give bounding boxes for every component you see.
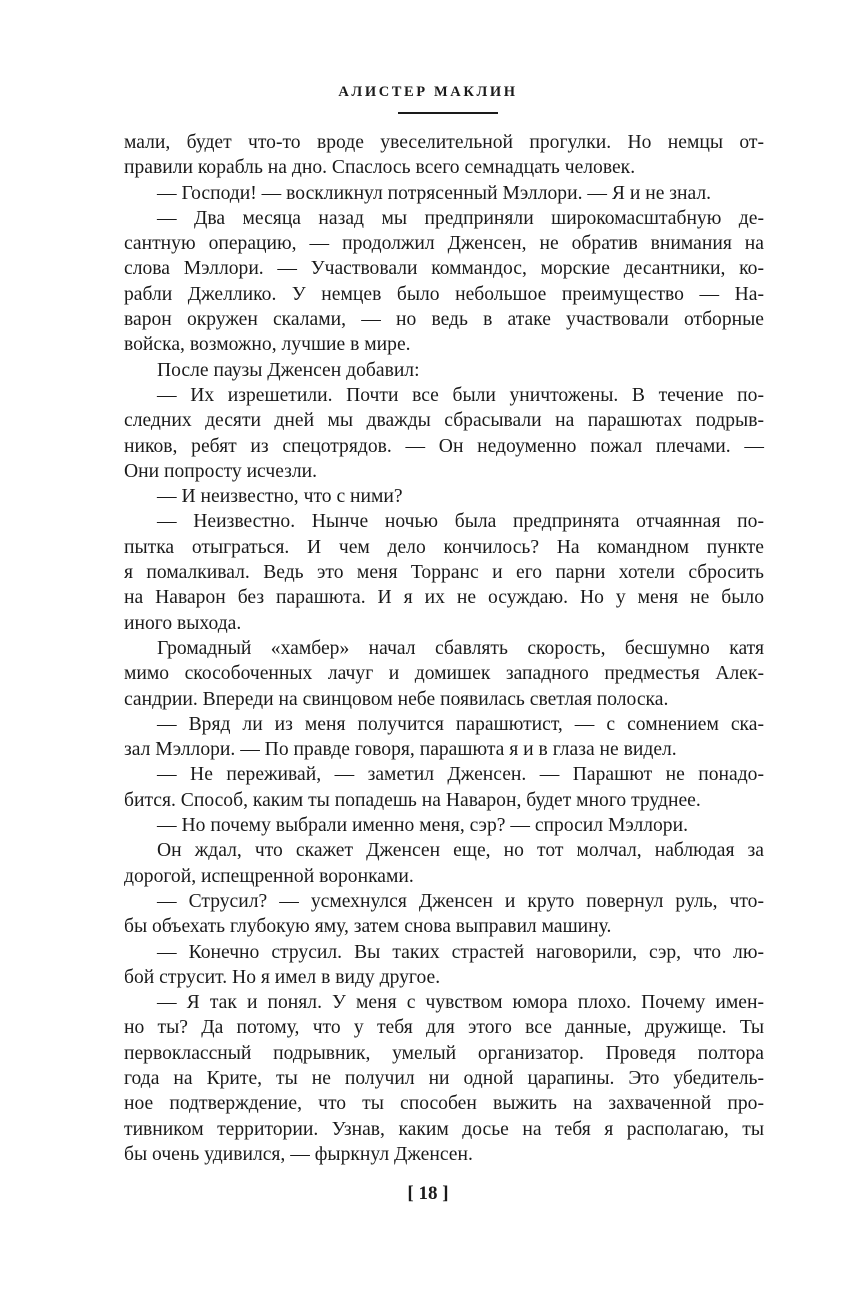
text-line: — Но почему выбрали именно меня, сэр? — спросил Мэллори. bbox=[157, 815, 688, 837]
text-line: бы объехать глубокую яму, затем снова выправил машину. bbox=[124, 916, 612, 938]
text-line: тивником территории. Узнав, каким досье на тебя я располагаю, ты bbox=[124, 1118, 764, 1140]
text-line: но ты? Да потому, что у тебя для этого все данные, дружище. Ты bbox=[124, 1017, 764, 1039]
text-line: зал Мэллори. — По правде говоря, парашюта я и в глаза не видел. bbox=[124, 739, 677, 761]
text-line: на Наварон без парашюта. И я их не осуждаю. Но у меня не было bbox=[124, 587, 764, 609]
text-line: бы очень удивился, — фыркнул Дженсен. bbox=[124, 1143, 473, 1165]
text-line: Они попросту исчезли. bbox=[124, 460, 318, 482]
text-line: — Струсил? — усмехнулся Дженсен и круто повернул руль, что- bbox=[157, 890, 764, 912]
text-line: слова Мэллори. — Участвовали коммандос, морские десантники, ко- bbox=[124, 258, 764, 280]
text-line: бой струсит. Но я имел в виду другое. bbox=[124, 966, 441, 988]
text-line: Громадный «хамбер» начал сбавлять скорость, бесшумно катя bbox=[157, 637, 764, 659]
text-line: — Не переживай, — заметил Дженсен. — Парашют не понадо- bbox=[157, 764, 764, 786]
text-line: бится. Способ, каким ты попадешь на Наварон, будет много труднее. bbox=[124, 789, 701, 811]
text-line: дорогой, испещренной воронками. bbox=[124, 865, 414, 887]
text-line: войска, возможно, лучшие в мире. bbox=[124, 334, 411, 356]
text-line: ников, ребят из спецотрядов. — Он недоуменно пожал плечами. — bbox=[124, 435, 764, 457]
text-line: следних десяти дней мы дважды сбрасывали на парашютах подрыв- bbox=[124, 410, 764, 432]
text-line: мимо скособоченных лачуг и домишек западного предместья Алек- bbox=[124, 663, 764, 685]
text-line: — Конечно струсил. Вы таких страстей наговорили, сэр, что лю- bbox=[157, 941, 764, 963]
text-line: мали, будет что-то вроде увеселительной прогулки. Но немцы от- bbox=[124, 132, 764, 153]
body-text bbox=[124, 130, 764, 1167]
text-line: иного выхода. bbox=[124, 612, 242, 634]
running-head-rule bbox=[398, 112, 498, 114]
text-line: — Неизвестно. Нынче ночью была предпринята отчаянная по- bbox=[157, 511, 764, 533]
text-line: — Господи! — воскликнул потрясенный Мэллори. — Я и не знал. bbox=[157, 182, 712, 204]
text-line: — Вряд ли из меня получится парашютист, — с сомнением ска- bbox=[157, 713, 764, 735]
text-line: сантную операцию, — продолжил Дженсен, не обратив внимания на bbox=[124, 233, 764, 255]
text-line: После паузы Дженсен добавил: bbox=[157, 359, 420, 381]
text-line: — И неизвестно, что с ними? bbox=[157, 486, 403, 508]
text-line: я помалкивал. Ведь это меня Торранс и его парни хотели сбросить bbox=[124, 562, 764, 584]
text-line: Он ждал, что скажет Дженсен еще, но тот молчал, наблюдая за bbox=[157, 840, 764, 862]
text-line: ное подтверждение, что ты способен выжить на захваченной про- bbox=[124, 1093, 764, 1115]
text-line: первоклассный подрывник, умелый организатор. Проведя полтора bbox=[124, 1042, 764, 1064]
running-head: АЛИСТЕР МАКЛИН bbox=[338, 84, 518, 100]
text-line: варон окружен скалами, — но ведь в атаке участвовали отборные bbox=[124, 309, 764, 331]
page-number: [ 18 ] bbox=[407, 1183, 449, 1204]
text-line: сандрии. Впереди на свинцовом небе появилась светлая полоска. bbox=[124, 688, 669, 710]
text-line: рабли Джеллико. У немцев было небольшое преимущество — На- bbox=[124, 283, 764, 305]
text-line: пытка отыграться. И чем дело кончилось? На командном пункте bbox=[124, 536, 764, 558]
text-line: правили корабль на дно. Спаслось всего семнадцать человек. bbox=[124, 157, 636, 179]
text-line: — Я так и понял. У меня с чувством юмора плохо. Почему имен- bbox=[157, 992, 764, 1014]
text-line: — Их изрешетили. Почти все были уничтожены. В течение по- bbox=[157, 384, 764, 406]
text-line: — Два месяца назад мы предприняли широкомасштабную де- bbox=[157, 207, 764, 229]
text-line: года на Крите, ты не получил ни одной царапины. Это убедитель- bbox=[124, 1067, 764, 1089]
